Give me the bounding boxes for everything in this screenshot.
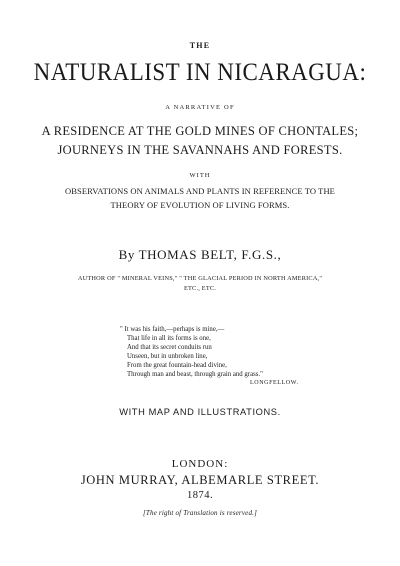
rights-notice bbox=[0, 509, 400, 517]
epigraph bbox=[120, 325, 263, 379]
epigraph-attribution: LONGFELLOW. bbox=[250, 380, 299, 386]
title-article: THE bbox=[189, 41, 211, 50]
epigraph-line: From the great fountain-head divine, bbox=[127, 362, 227, 369]
observations-line-1: OBSERVATIONS ON ANIMALS AND PLANTS IN REFERENCE TO THE bbox=[65, 186, 335, 196]
subtitle-line-1: A RESIDENCE AT THE GOLD MINES OF CHONTALES; bbox=[41, 124, 359, 138]
main-title: NATURALIST IN NICARAGUA: bbox=[33, 59, 367, 86]
rights-text: [The right of Translation is reserved.] bbox=[142, 509, 258, 517]
illustrations-note: WITH MAP AND ILLUSTRATIONS. bbox=[119, 407, 281, 417]
epigraph-line: Unseen, but in unbroken line, bbox=[127, 353, 208, 360]
epigraph-line: " It was his faith,—perhaps is mine,— bbox=[120, 326, 225, 333]
author-line: By THOMAS BELT, F.G.S., bbox=[118, 247, 282, 262]
imprint-publisher: JOHN MURRAY, ALBEMARLE STREET. bbox=[80, 473, 320, 487]
author-credits-line-1: AUTHOR OF " MINERAL VEINS," " THE GLACIAL PERIOD IN NORTH AMERICA," bbox=[77, 275, 323, 282]
author-credits-line-2: ETC., ETC. bbox=[183, 285, 217, 292]
narrative-line: A NARRATIVE OF bbox=[165, 104, 235, 111]
epigraph-line: Through man and beast, through grain and grass." bbox=[127, 371, 263, 378]
epigraph-line: And that its secret conduits run bbox=[127, 344, 212, 351]
observations-line-2: THEORY OF EVOLUTION OF LIVING FORMS. bbox=[110, 200, 290, 210]
imprint-year: 1874. bbox=[186, 490, 214, 501]
with-line: WITH bbox=[189, 172, 211, 179]
imprint-city: LONDON: bbox=[171, 458, 229, 470]
epigraph-line: That life in all its forms is one, bbox=[127, 335, 211, 342]
subtitle-line-2: JOURNEYS IN THE SAVANNAHS AND FORESTS. bbox=[57, 143, 343, 157]
